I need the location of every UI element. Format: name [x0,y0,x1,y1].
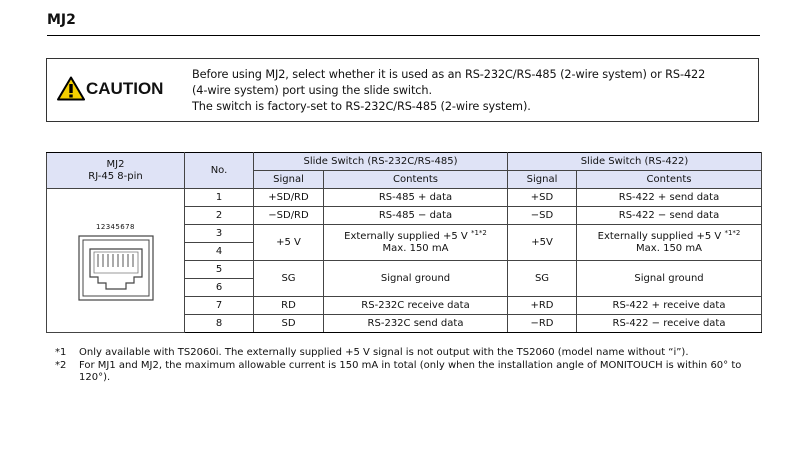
pin-assignment-table [46,152,762,333]
signal-cell: +RD [508,297,577,315]
contents-cell: RS-422 − receive data [577,315,762,333]
pin-no: 8 [185,315,254,333]
contents-line: Max. 150 mA [382,242,449,254]
contents-line: Max. 150 mA [636,242,702,254]
contents-cell: RS-422 + send data [577,189,762,207]
caution-line: (4-wire system) port using the slide switch. [192,84,432,97]
footnotes [55,347,765,385]
contents-line: Externally supplied +5 V [597,230,722,242]
contents-cell: RS-232C send data [324,315,508,333]
contents-cell: Signal ground [577,261,762,297]
contents-cell: RS-422 − send data [577,207,762,225]
footnote-text: For MJ1 and MJ2, the maximum allowable current is 150 mA in total (only when the installation angle of MONITOUCH is within 60° to 120°). [79,359,742,383]
pin-no: 6 [185,279,254,297]
pin-no: 4 [185,243,254,261]
switch-232-485-header: Slide Switch (RS-232C/RS-485) [254,153,508,171]
title-rule [47,35,760,36]
warning-icon [57,76,85,101]
signal-cell: SG [508,261,577,297]
switch-422-header: Slide Switch (RS-422) [508,153,762,171]
caution-text-label: CAUTION [86,78,164,98]
contents-cell [577,225,762,261]
contents-cell: RS-422 + receive data [577,297,762,315]
signal-cell: +SD/RD [254,189,324,207]
connector-cell [47,189,185,333]
contents-cell: RS-485 + data [324,189,508,207]
section-title: MJ2 [47,12,76,28]
contents-cell [324,225,508,261]
signal-cell: RD [254,297,324,315]
pin-no: 3 [185,225,254,243]
footnote-mark: *1 [55,347,67,358]
signal-cell: SD [254,315,324,333]
signal-cell: +5 V [254,225,324,261]
footnote-ref: *1*2 [724,228,741,237]
header-row [47,153,762,171]
signal-cell: −RD [508,315,577,333]
caution-message [192,67,752,115]
signal-cell: −SD/RD [254,207,324,225]
pin-no: 7 [185,297,254,315]
footnote-text: Only available with TS2060i. The externally supplied +5 V signal is not output with the TS2060 (model name without “i”). [79,347,689,358]
pin-no: 1 [185,189,254,207]
signal-header: Signal [508,171,577,189]
caution-line: The switch is factory-set to RS-232C/RS-485 (2-wire system). [192,100,531,113]
signal-cell: +5V [508,225,577,261]
contents-header: Contents [324,171,508,189]
pin-no: 2 [185,207,254,225]
table-row [47,189,762,207]
caution-box [46,58,759,122]
signal-header: Signal [254,171,324,189]
footnote [55,360,765,385]
rj45-connector-icon [78,235,154,301]
no-header: No. [185,153,254,189]
caution-line: Before using MJ2, select whether it is used as an RS-232C/RS-485 (2-wire system) or RS-422 [192,68,706,81]
footnote-ref: *1*2 [470,228,487,237]
pin-numbers: 12345678 [96,222,135,231]
contents-cell: Signal ground [324,261,508,297]
caution-label [57,76,163,101]
pin-no: 5 [185,261,254,279]
contents-cell: RS-485 − data [324,207,508,225]
signal-cell: +SD [508,189,577,207]
contents-cell: RS-232C receive data [324,297,508,315]
contents-header: Contents [577,171,762,189]
port-header-name: MJ2 [106,158,125,170]
signal-cell: SG [254,261,324,297]
footnote [55,347,765,360]
footnote-mark: *2 [55,359,67,371]
signal-cell: −SD [508,207,577,225]
port-header [47,153,185,189]
contents-line: Externally supplied +5 V [344,230,468,242]
port-header-type: RJ-45 8-pin [88,170,143,182]
